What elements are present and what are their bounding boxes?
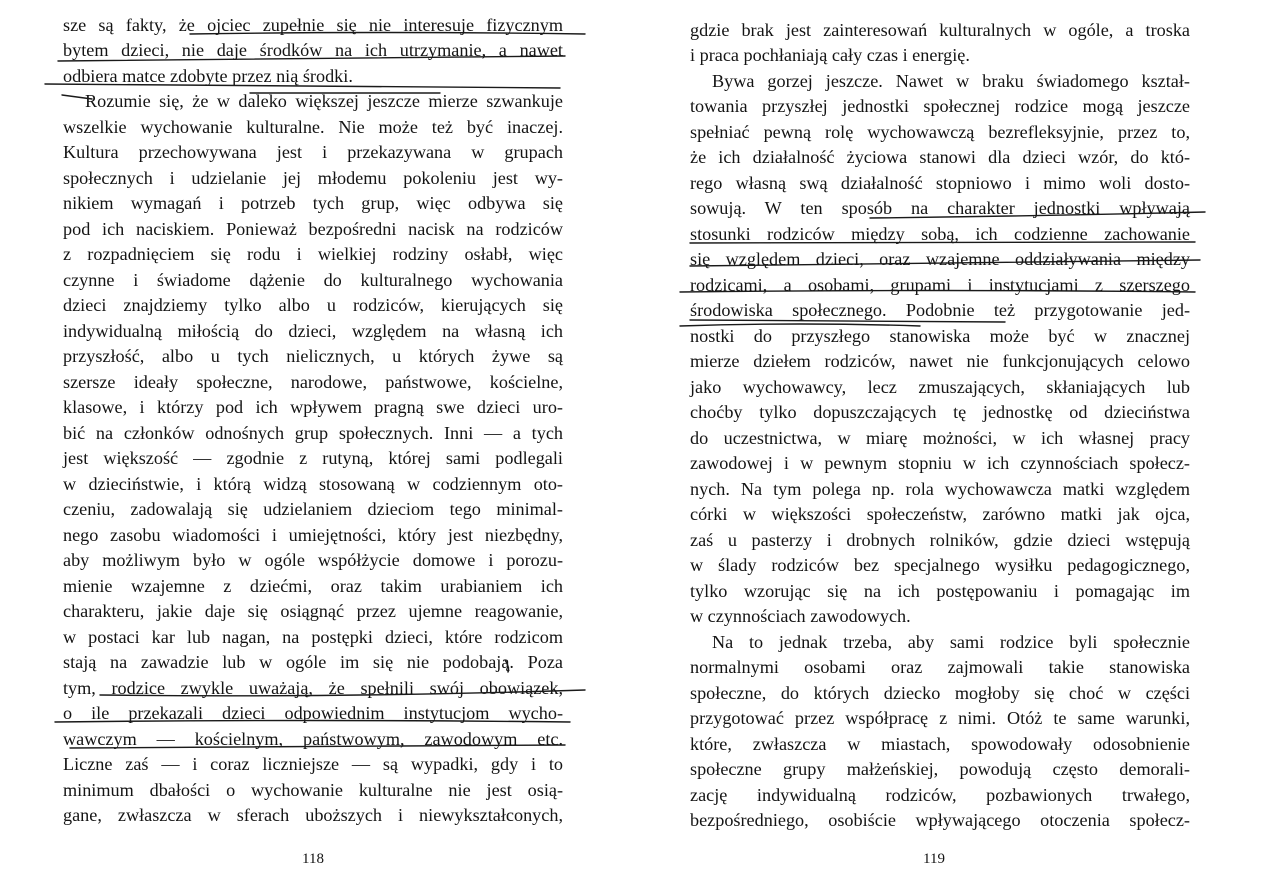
text-line: w postaci kar lub nagan, na postępki dzieci, które rodzicom <box>63 627 563 647</box>
text-line: zaś u pasterzy i drobnych rolników, gdzie dzieci wstępują <box>690 530 1190 550</box>
text-line: w czynnościach zawodowych. <box>690 606 911 626</box>
text-line: społeczne grupy małżeńskiej, powodują często demorali- <box>690 759 1190 779</box>
text-line: jest większość — zgodnie z rutyną, której sami podlegali <box>63 448 563 468</box>
text-line: minimum dbałości o wychowanie kulturalne nie jest osią- <box>63 780 563 800</box>
text-line: towania przyszłej jednostki społecznej rodzice mogą jeszcze <box>690 96 1190 116</box>
text-line: czeniu, zadowalają się udzielaniem dzieciom tego minimal- <box>63 499 563 519</box>
text-line: normalnymi osobami oraz zajmowali takie stanowiska <box>690 657 1190 677</box>
text-line: rodzicami, a osobami, grupami i instytucjami z szerszego <box>690 275 1190 295</box>
text-line: Na to jednak trzeba, aby sami rodzice byli społecznie <box>712 632 1190 652</box>
text-line: przyszłość, albo u tych nielicznych, u których żywe są <box>63 346 563 366</box>
text-line: przygotować przez współpracę z nimi. Otóż te same warunki, <box>690 708 1190 728</box>
text-line: Bywa gorzej jeszcze. Nawet w braku świadomego kształ- <box>712 71 1190 91</box>
text-line: z rozpadnięciem się rodu i wielkiej rodziny osłabł, więc <box>63 244 563 264</box>
text-line: pod ich naciskiem. Ponieważ bezpośredni nacisk na rodziców <box>63 219 563 239</box>
text-line: nostki do przyszłego stanowiska może być w znacznej <box>690 326 1190 346</box>
text-line: gdzie brak jest zainteresowań kulturalnych w ogóle, a troska <box>690 20 1190 40</box>
text-line: które, zwłaszcza w miastach, spowodowały odosobnienie <box>690 734 1190 754</box>
text-line: aby możliwym było w ogóle współżycie domowe i porozu- <box>63 550 563 570</box>
text-line: nikiem wymagań i potrzeb tych grup, więc odbywa się <box>63 193 563 213</box>
text-line: że ich działalność życiowa stanowi dla dzieci wzór, do któ- <box>690 147 1190 167</box>
text-line: odbiera matce zdobyte przez nią środki. <box>63 66 353 86</box>
text-line: zawodowej i w pewnym stopniu w ich czynnościach społecz- <box>690 453 1190 473</box>
text-line: wszelkie wychowanie kulturalne. Nie może też być inaczej. <box>63 117 563 137</box>
text-line: czynne i świadome dążenie do kulturalnego wychowania <box>63 270 563 290</box>
text-line: choćby tylko dopuszczających tę jednostkę od dzieciństwa <box>690 402 1190 422</box>
text-line: tylko wzorując się na ich postępowaniu i pomagając im <box>690 581 1190 601</box>
text-line: gane, zwłaszcza w sferach uboższych i niewykształconych, <box>63 805 563 825</box>
text-line: społecznych i udzielanie jej młodemu pokoleniu jest wy- <box>63 168 563 188</box>
text-line: zację indywidualną rodziców, pozbawionych trwałego, <box>690 785 1190 805</box>
text-line: nego zasobu wiadomości i umiejętności, który jest niezbędny, <box>63 525 563 545</box>
text-line: o ile przekazali dzieci odpowiednim instytucjom wycho- <box>63 703 563 723</box>
page-number: 119 <box>923 851 945 867</box>
text-line: Kultura przechowywana jest i przekazywana w grupach <box>63 142 563 162</box>
text-line: społeczne, do których dziecko mogłoby się choć w części <box>690 683 1190 703</box>
text-line: Rozumie się, że w daleko większej jeszcze mierze szwankuje <box>85 91 563 111</box>
text-line: charakteru, jakie daje się osiągnąć przez ujemne reagowanie, <box>63 601 563 621</box>
text-line: sowują. W ten sposób na charakter jednostki wpływają <box>690 198 1190 218</box>
text-line: klasowe, i którzy pod ich wpływem pragną swe dzieci uro- <box>63 397 563 417</box>
text-line: spełniać pewną rolę wychowawczą bezrefleksyjnie, przez to, <box>690 122 1190 142</box>
text-line: jako wychowawcy, lecz zmuszających, skłaniających lub <box>690 377 1190 397</box>
text-line: nych. Na tym polega np. rola wychowawcza matki względem <box>690 479 1190 499</box>
text-line: bić na członków odnośnych grup społecznych. Inni — a tych <box>63 423 563 443</box>
text-line: w dzieciństwie, i którą widzą stosowaną w codziennym oto- <box>63 474 563 494</box>
text-line: dzieci znajdziemy tylko albo u rodziców, kierujących się <box>63 295 563 315</box>
text-line: stosunki rodziców między sobą, ich codzienne zachowanie <box>690 224 1190 244</box>
text-line: szersze ideały społeczne, narodowe, państwowe, kościelne, <box>63 372 563 392</box>
text-line: stają na zawadzie lub w ogóle im się nie podobają. Poza <box>63 652 563 672</box>
text-line: wawczym — kościelnym, państwowym, zawodowym etc. <box>63 729 563 749</box>
page-number: 118 <box>302 851 324 867</box>
text-line: i praca pochłaniają cały czas i energię. <box>690 45 970 65</box>
text-line: bytem dzieci, nie daje środków na ich utrzymanie, a nawet <box>63 40 563 60</box>
text-line: córki w większości społeczeństw, zarówno matki jak ojca, <box>690 504 1190 524</box>
left-page <box>63 0 563 893</box>
text-line: indywidualną miłością do dzieci, względem na własną ich <box>63 321 563 341</box>
text-line: bezpośredniego, osobiście wpływającego otoczenia społecz- <box>690 810 1190 830</box>
text-line: do uczestnictwa, w miarę możności, w ich własnej pracy <box>690 428 1190 448</box>
right-page <box>690 0 1190 893</box>
text-line: sze są fakty, że ojciec zupełnie się nie interesuje fizycznym <box>63 15 563 35</box>
text-line: mierze dziełem rodziców, nawet nie funkcjonujących celowo <box>690 351 1190 371</box>
text-line: się względem dzieci, oraz wzajemne oddziaływania między <box>690 249 1190 269</box>
text-line: środowiska społecznego. Podobnie też przygotowanie jed- <box>690 300 1190 320</box>
text-line: Liczne zaś — i coraz liczniejsze — są wypadki, gdy i to <box>63 754 563 774</box>
text-line: w ślady rodziców bez specjalnego wysiłku pedagogicznego, <box>690 555 1190 575</box>
text-line: mienie wzajemne z dziećmi, oraz takim urabianiem ich <box>63 576 563 596</box>
text-line: rego własną swą działalność stopniowo i mimo woli dosto- <box>690 173 1190 193</box>
text-line: tym, rodzice zwykle uważają, że spełnili swój obowiązek, <box>63 678 563 698</box>
